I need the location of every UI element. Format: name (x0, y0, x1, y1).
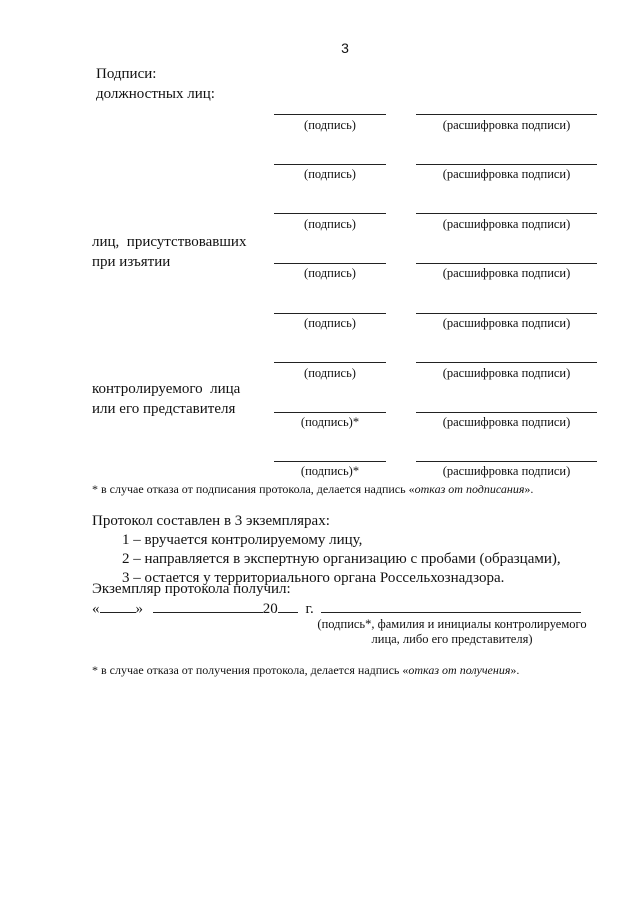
present-label-line-2: при изъятии (92, 254, 171, 270)
decode-caption: (расшифровка подписи) (442, 266, 571, 280)
decode-line (416, 114, 597, 115)
refusal-sign-note (92, 481, 533, 497)
receiver-signature-line (321, 598, 581, 613)
protocol-received: Экземпляр протокола получил: (92, 581, 291, 597)
signature-line (274, 263, 386, 264)
decode-caption: (расшифровка подписи) (442, 118, 571, 132)
signature-caption: (подпись) (304, 316, 356, 330)
receipt-note-italic: отказ от получения (408, 663, 511, 677)
signature-line (274, 164, 386, 165)
decode-caption: (расшифровка подписи) (442, 316, 571, 330)
present-label-line-1: лиц, присутствовавших (92, 234, 247, 250)
decode-caption: (расшифровка подписи) (442, 415, 571, 429)
signatures-heading-line-1: Подписи: (96, 66, 157, 82)
signature-line (274, 461, 386, 462)
decode-line (416, 461, 597, 462)
decode-caption: (расшифровка подписи) (442, 366, 571, 380)
receipt-note-end: ». (510, 663, 520, 677)
signature-caption: (подпись) (304, 118, 356, 132)
year-suffix: г. (305, 601, 314, 617)
signature-line (274, 114, 386, 115)
signature-line (274, 362, 386, 363)
open-quote: « (92, 601, 100, 617)
signature-line (274, 412, 386, 413)
refusal-receipt-note (92, 662, 519, 678)
refusal-note-text: * в случае отказа от подписания протокола, делается надпись « (92, 482, 415, 496)
decode-caption: (расшифровка подписи) (442, 464, 571, 478)
signature-caption-star: (подпись)* (300, 464, 360, 478)
decode-caption: (расшифровка подписи) (442, 217, 571, 231)
signature-caption-star: (подпись)* (300, 415, 360, 429)
present-persons-label (92, 232, 246, 272)
signature-line (274, 213, 386, 214)
controlled-label-line-1: контролируемого лица (92, 381, 241, 397)
signature-caption: (подпись) (304, 217, 356, 231)
protocol-title: Протокол составлен в 3 экземплярах: (92, 513, 330, 529)
signatures-heading-line-2: должностных лиц: (96, 86, 215, 102)
refusal-note-end: ». (524, 482, 534, 496)
decode-line (416, 213, 597, 214)
decode-line (416, 164, 597, 165)
signature-caption: (подпись) (304, 366, 356, 380)
signature-caption: (подпись) (304, 266, 356, 280)
decode-line (416, 412, 597, 413)
decode-caption: (расшифровка подписи) (442, 167, 571, 181)
decode-line (416, 313, 597, 314)
receipt-date-line (92, 598, 581, 619)
signature-line (274, 313, 386, 314)
decode-line (416, 263, 597, 264)
month-blank (153, 598, 263, 613)
protocol-item: 2 – направляется в экспертную организацию с пробами (образцами), (122, 551, 561, 567)
day-blank (100, 598, 136, 613)
refusal-note-italic: отказ от подписания (414, 482, 525, 496)
close-quote: » (135, 601, 143, 617)
receipt-note-text: * в случае отказа от получения протокола, делается надпись « (92, 663, 409, 677)
year-blank (278, 598, 298, 613)
protocol-item: 3 – остается у территориального органа Россельхознадзора. (122, 570, 505, 586)
page-number: 3 (341, 40, 349, 56)
signature-caption: (подпись) (304, 167, 356, 181)
signatures-heading (96, 64, 215, 104)
receiver-caption: (подпись*, фамилия и инициалы контролируемого лица, либо его представителя) (317, 617, 587, 646)
controlled-label-line-2: или его представителя (92, 401, 236, 417)
decode-line (416, 362, 597, 363)
year-prefix: 20 (262, 601, 278, 617)
protocol-item: 1 – вручается контролируемому лицу, (122, 532, 363, 548)
controlled-person-label (92, 379, 240, 419)
